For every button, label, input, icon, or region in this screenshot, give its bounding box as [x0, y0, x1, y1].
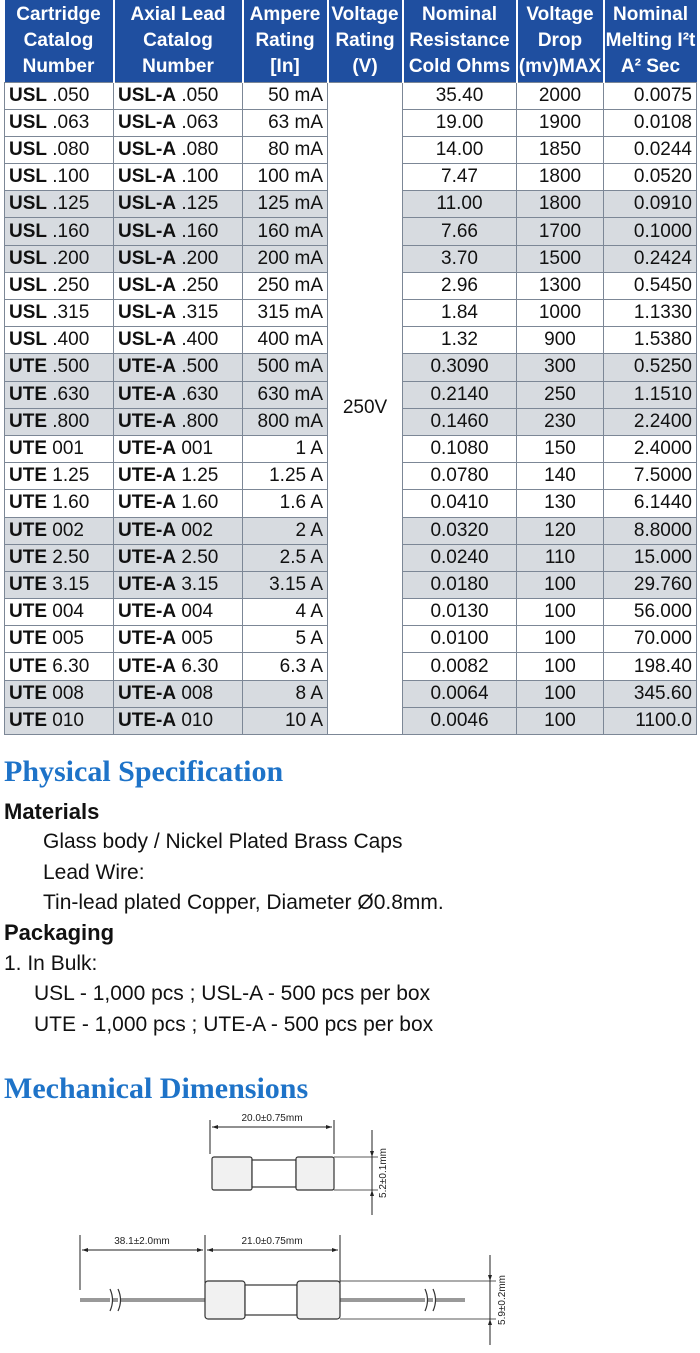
cartridge-catalog-cell: UTE 1.25 — [5, 463, 114, 490]
voltage-drop-cell: 100 — [517, 571, 604, 598]
resistance-cell: 7.47 — [403, 164, 517, 191]
cartridge-catalog-cell: UTE 008 — [5, 680, 114, 707]
header-nominal-melting: Nominal Melting I²t A² Sec — [604, 0, 697, 82]
melting-cell: 0.2424 — [604, 245, 697, 272]
cartridge-catalog-cell: UTE 3.15 — [5, 571, 114, 598]
melting-cell: 6.1440 — [604, 490, 697, 517]
mechanical-dimensions-title: Mechanical Dimensions — [4, 1072, 309, 1105]
ampere-cell: 250 mA — [243, 272, 328, 299]
ampere-cell: 500 mA — [243, 354, 328, 381]
ampere-cell: 63 mA — [243, 109, 328, 136]
packaging-heading: Packaging — [4, 920, 115, 945]
axial-catalog-cell: USL-A .100 — [114, 164, 243, 191]
resistance-cell: 0.0410 — [403, 490, 517, 517]
cartridge-length-label: 20.0±0.75mm — [241, 1113, 303, 1124]
axial-catalog-cell: USL-A .125 — [114, 191, 243, 218]
voltage-drop-cell: 140 — [517, 463, 604, 490]
axial-catalog-cell: USL-A .050 — [114, 82, 243, 109]
voltage-drop-cell: 100 — [517, 626, 604, 653]
header-cartridge-catalog: Cartridge Catalog Number — [5, 0, 114, 82]
ampere-cell: 80 mA — [243, 136, 328, 163]
axial-body-length-label: 21.0±0.75mm — [241, 1236, 303, 1247]
ampere-cell: 125 mA — [243, 191, 328, 218]
cartridge-catalog-cell: USL .160 — [5, 218, 114, 245]
voltage-drop-cell: 1800 — [517, 191, 604, 218]
resistance-cell: 3.70 — [403, 245, 517, 272]
lead-length-label: 38.1±2.0mm — [114, 1236, 170, 1247]
ampere-cell: 200 mA — [243, 245, 328, 272]
ampere-cell: 10 A — [243, 707, 328, 734]
resistance-cell: 0.2140 — [403, 381, 517, 408]
resistance-cell: 2.96 — [403, 272, 517, 299]
packaging-item: 1. In Bulk: — [4, 952, 98, 975]
melting-cell: 8.8000 — [604, 517, 697, 544]
axial-catalog-cell: UTE-A 3.15 — [114, 571, 243, 598]
resistance-cell: 7.66 — [403, 218, 517, 245]
melting-cell: 0.1000 — [604, 218, 697, 245]
melting-cell: 15.000 — [604, 544, 697, 571]
axial-diameter-label: 5.9±0.2mm — [497, 1275, 508, 1325]
melting-cell: 1100.0 — [604, 707, 697, 734]
cartridge-catalog-cell: UTE 1.60 — [5, 490, 114, 517]
cartridge-catalog-cell: USL .400 — [5, 327, 114, 354]
cartridge-catalog-cell: UTE 001 — [5, 435, 114, 462]
axial-catalog-cell: UTE-A 1.60 — [114, 490, 243, 517]
voltage-drop-cell: 1850 — [517, 136, 604, 163]
melting-cell: 56.000 — [604, 599, 697, 626]
cartridge-catalog-cell: USL .200 — [5, 245, 114, 272]
melting-cell: 0.0075 — [604, 82, 697, 109]
header-nominal-resistance: Nominal Resistance Cold Ohms — [403, 0, 517, 82]
voltage-drop-cell: 100 — [517, 707, 604, 734]
axial-catalog-cell: UTE-A .500 — [114, 354, 243, 381]
axial-catalog-cell: UTE-A 005 — [114, 626, 243, 653]
axial-catalog-cell: UTE-A 004 — [114, 599, 243, 626]
cartridge-catalog-cell: UTE .500 — [5, 354, 114, 381]
ampere-cell: 50 mA — [243, 82, 328, 109]
cartridge-catalog-cell: USL .315 — [5, 300, 114, 327]
ampere-cell: 315 mA — [243, 300, 328, 327]
voltage-drop-cell: 1300 — [517, 272, 604, 299]
voltage-drop-cell: 300 — [517, 354, 604, 381]
melting-cell: 7.5000 — [604, 463, 697, 490]
axial-catalog-cell: USL-A .250 — [114, 272, 243, 299]
voltage-drop-cell: 1500 — [517, 245, 604, 272]
fuse-spec-table — [4, 0, 697, 735]
packaging-line: USL - 1,000 pcs ; USL-A - 500 pcs per box — [34, 982, 431, 1005]
cartridge-catalog-cell: UTE 002 — [5, 517, 114, 544]
resistance-cell: 19.00 — [403, 109, 517, 136]
axial-lead-fuse-drawing — [80, 1235, 508, 1345]
resistance-cell: 0.0082 — [403, 653, 517, 680]
ampere-cell: 160 mA — [243, 218, 328, 245]
axial-catalog-cell: UTE-A 1.25 — [114, 463, 243, 490]
melting-cell: 0.0244 — [604, 136, 697, 163]
melting-cell: 1.1330 — [604, 300, 697, 327]
ampere-cell: 4 A — [243, 599, 328, 626]
melting-cell: 0.0910 — [604, 191, 697, 218]
cartridge-catalog-cell: USL .063 — [5, 109, 114, 136]
ampere-cell: 100 mA — [243, 164, 328, 191]
ampere-cell: 8 A — [243, 680, 328, 707]
ampere-cell: 1.25 A — [243, 463, 328, 490]
voltage-drop-cell: 100 — [517, 680, 604, 707]
voltage-drop-cell: 2000 — [517, 82, 604, 109]
cartridge-catalog-cell: UTE 6.30 — [5, 653, 114, 680]
header-ampere-rating: Ampere Rating [In] — [243, 0, 328, 82]
resistance-cell: 1.84 — [403, 300, 517, 327]
resistance-cell: 0.0100 — [403, 626, 517, 653]
voltage-drop-cell: 130 — [517, 490, 604, 517]
melting-cell: 2.4000 — [604, 435, 697, 462]
axial-catalog-cell: UTE-A 001 — [114, 435, 243, 462]
resistance-cell: 0.0320 — [403, 517, 517, 544]
physical-spec-title: Physical Specification — [4, 755, 284, 788]
resistance-cell: 1.32 — [403, 327, 517, 354]
cartridge-catalog-cell: USL .080 — [5, 136, 114, 163]
voltage-drop-cell: 250 — [517, 381, 604, 408]
voltage-drop-cell: 230 — [517, 408, 604, 435]
voltage-drop-cell: 1700 — [517, 218, 604, 245]
ampere-cell: 6.3 A — [243, 653, 328, 680]
cartridge-catalog-cell: UTE 005 — [5, 626, 114, 653]
axial-catalog-cell: USL-A .315 — [114, 300, 243, 327]
melting-cell: 0.5250 — [604, 354, 697, 381]
table-body — [5, 82, 697, 735]
cartridge-catalog-cell: UTE 004 — [5, 599, 114, 626]
cartridge-fuse-drawing — [210, 1113, 389, 1215]
ampere-cell: 400 mA — [243, 327, 328, 354]
header-voltage-drop: Voltage Drop (mv)MAX — [517, 0, 604, 82]
ampere-cell: 2 A — [243, 517, 328, 544]
cartridge-catalog-cell: USL .250 — [5, 272, 114, 299]
voltage-drop-cell: 110 — [517, 544, 604, 571]
ampere-cell: 1 A — [243, 435, 328, 462]
voltage-drop-cell: 120 — [517, 517, 604, 544]
axial-catalog-cell: UTE-A .800 — [114, 408, 243, 435]
resistance-cell: 11.00 — [403, 191, 517, 218]
melting-cell: 0.0520 — [604, 164, 697, 191]
voltage-drop-cell: 1000 — [517, 300, 604, 327]
voltage-drop-cell: 1800 — [517, 164, 604, 191]
resistance-cell: 0.1460 — [403, 408, 517, 435]
ampere-cell: 3.15 A — [243, 571, 328, 598]
header-axial-lead-catalog: Axial Lead Catalog Number — [114, 0, 243, 82]
cartridge-catalog-cell: UTE .630 — [5, 381, 114, 408]
mechanical-dimensions-diagram — [0, 1100, 700, 1353]
cartridge-catalog-cell: USL .050 — [5, 82, 114, 109]
resistance-cell: 0.0180 — [403, 571, 517, 598]
resistance-cell: 0.3090 — [403, 354, 517, 381]
header-voltage-rating: Voltage Rating (V) — [328, 0, 403, 82]
melting-cell: 2.2400 — [604, 408, 697, 435]
axial-catalog-cell: UTE-A 002 — [114, 517, 243, 544]
resistance-cell: 0.0064 — [403, 680, 517, 707]
ampere-cell: 800 mA — [243, 408, 328, 435]
resistance-cell: 0.0240 — [403, 544, 517, 571]
melting-cell: 1.1510 — [604, 381, 697, 408]
materials-line: Lead Wire: — [43, 861, 145, 884]
materials-line: Tin-lead plated Copper, Diameter Ø0.8mm. — [43, 891, 444, 914]
axial-catalog-cell: USL-A .063 — [114, 109, 243, 136]
table-row — [5, 82, 697, 109]
axial-catalog-cell: UTE-A 008 — [114, 680, 243, 707]
axial-catalog-cell: USL-A .160 — [114, 218, 243, 245]
ampere-cell: 1.6 A — [243, 490, 328, 517]
melting-cell: 198.40 — [604, 653, 697, 680]
voltage-drop-cell: 100 — [517, 653, 604, 680]
voltage-drop-cell: 100 — [517, 599, 604, 626]
cartridge-catalog-cell: UTE 2.50 — [5, 544, 114, 571]
melting-cell: 1.5380 — [604, 327, 697, 354]
axial-catalog-cell: UTE-A 2.50 — [114, 544, 243, 571]
voltage-rating-cell: 250V — [328, 82, 403, 735]
packaging-line: UTE - 1,000 pcs ; UTE-A - 500 pcs per box — [34, 1013, 434, 1036]
axial-catalog-cell: UTE-A .630 — [114, 381, 243, 408]
melting-cell: 0.5450 — [604, 272, 697, 299]
voltage-drop-cell: 1900 — [517, 109, 604, 136]
cartridge-catalog-cell: UTE .800 — [5, 408, 114, 435]
table-header-row — [5, 0, 697, 82]
resistance-cell: 14.00 — [403, 136, 517, 163]
ampere-cell: 2.5 A — [243, 544, 328, 571]
materials-heading: Materials — [4, 799, 100, 824]
voltage-drop-cell: 900 — [517, 327, 604, 354]
cartridge-catalog-cell: USL .125 — [5, 191, 114, 218]
melting-cell: 0.0108 — [604, 109, 697, 136]
resistance-cell: 35.40 — [403, 82, 517, 109]
axial-catalog-cell: USL-A .400 — [114, 327, 243, 354]
resistance-cell: 0.1080 — [403, 435, 517, 462]
axial-catalog-cell: UTE-A 010 — [114, 707, 243, 734]
axial-catalog-cell: UTE-A 6.30 — [114, 653, 243, 680]
melting-cell: 345.60 — [604, 680, 697, 707]
melting-cell: 70.000 — [604, 626, 697, 653]
melting-cell: 29.760 — [604, 571, 697, 598]
cartridge-catalog-cell: USL .100 — [5, 164, 114, 191]
cartridge-diameter-label: 5.2±0.1mm — [378, 1148, 389, 1198]
resistance-cell: 0.0780 — [403, 463, 517, 490]
ampere-cell: 5 A — [243, 626, 328, 653]
cartridge-catalog-cell: UTE 010 — [5, 707, 114, 734]
ampere-cell: 630 mA — [243, 381, 328, 408]
resistance-cell: 0.0046 — [403, 707, 517, 734]
voltage-drop-cell: 150 — [517, 435, 604, 462]
resistance-cell: 0.0130 — [403, 599, 517, 626]
axial-catalog-cell: USL-A .200 — [114, 245, 243, 272]
materials-line: Glass body / Nickel Plated Brass Caps — [43, 830, 403, 853]
axial-catalog-cell: USL-A .080 — [114, 136, 243, 163]
